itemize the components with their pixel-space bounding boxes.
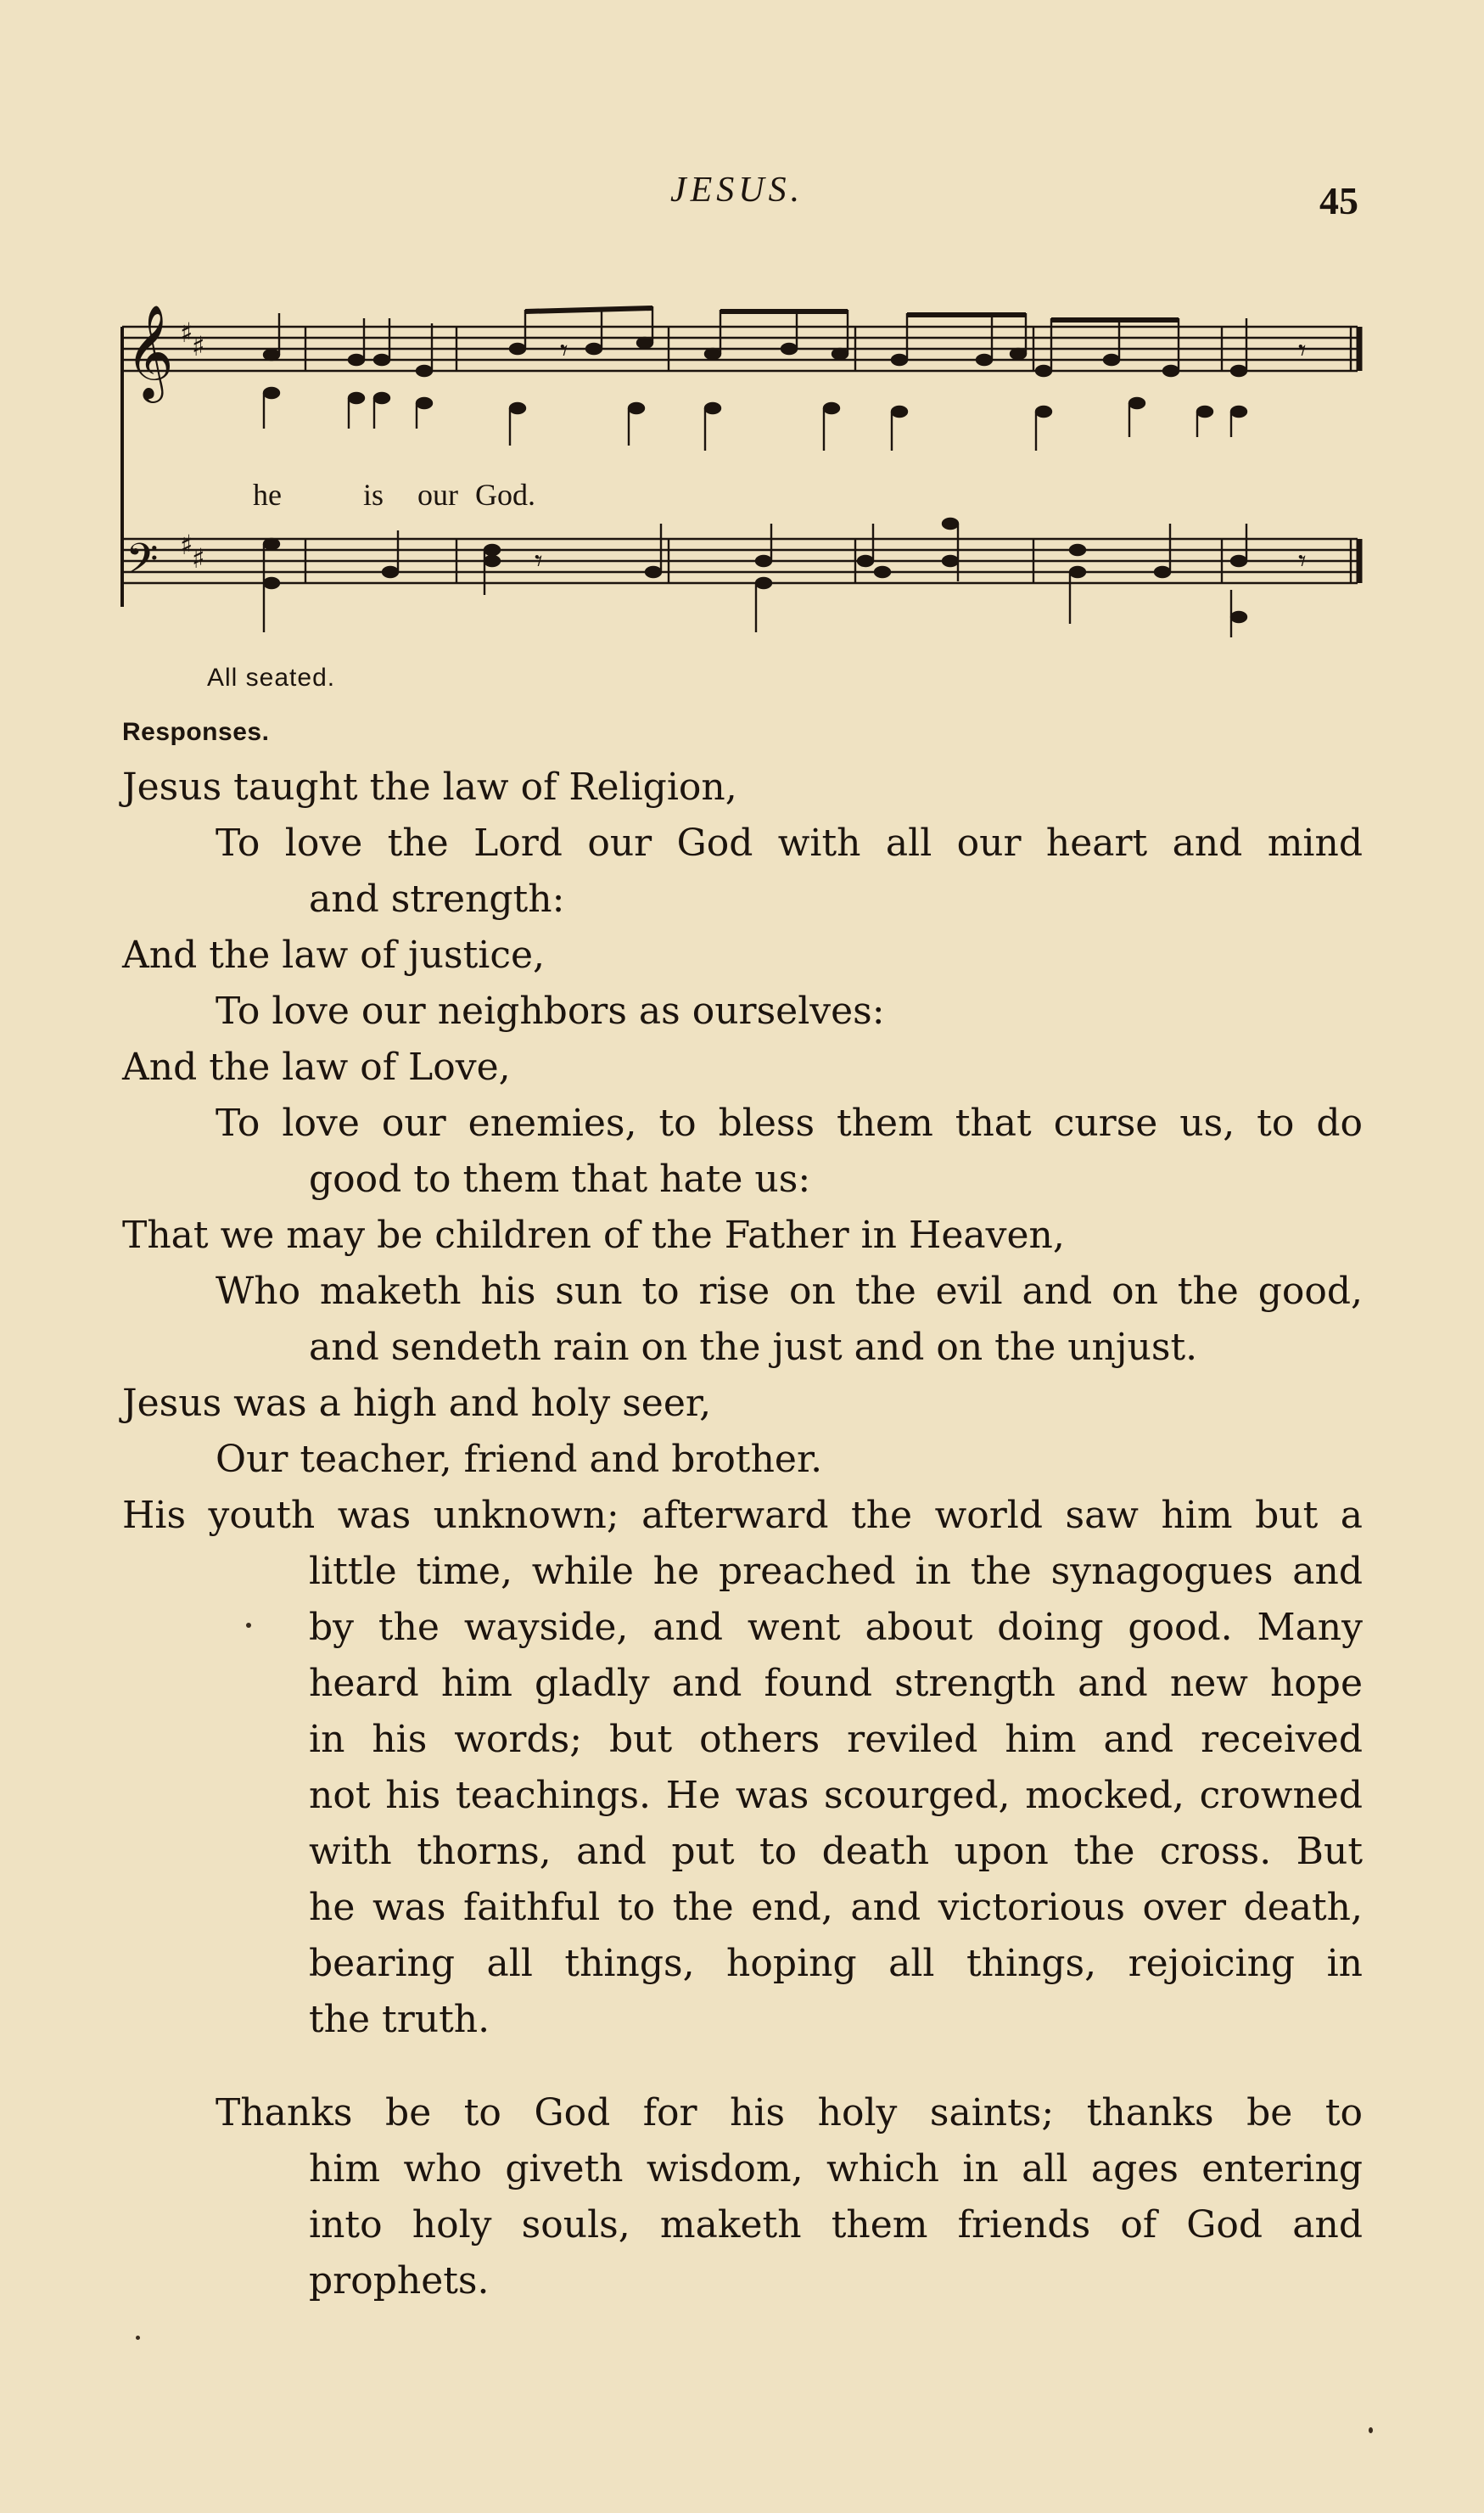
lyric-he: he [253,478,282,512]
page-number: 45 [1319,179,1358,222]
speck [246,1623,251,1628]
text-line-8: good to them that hate us: [309,1158,811,1201]
text-line-13: Our teacher, friend and brother. [216,1438,823,1481]
text-line-22: bearing all things, hoping all things, rejoicing in [309,1942,1363,1985]
lyric-is: is [363,478,384,512]
lyric-god: God. [475,478,535,512]
svg-text:𝄾: 𝄾 [560,334,568,368]
text-line-27: prophets. [309,2259,490,2303]
text-line-15: little time, while he preached in the synagogues and [309,1550,1363,1593]
lyric-our: our [417,478,458,512]
text-line-6: And the law of Love, [122,1046,511,1089]
final-barline [1351,327,1359,583]
direction-responses: Responses. [122,718,270,746]
text-line-7: To love our enemies, to bless them that curse us, to do [216,1102,1363,1145]
text-line-24: Thanks be to God for his holy saints; thanks be to [216,2091,1363,2134]
text-line-14: His youth was unknown; afterward the world saw him but a [122,1494,1363,1537]
svg-text:𝄾: 𝄾 [1298,334,1307,368]
treble-clef-icon: 𝄞 [126,304,174,399]
text-line-2: To love the Lord our God with all our heart and mind [216,822,1363,865]
key-signature-treble-2: ♯ [192,330,205,362]
svg-text:𝄾: 𝄾 [535,544,543,579]
text-line-9: That we may be children of the Father in Heaven, [122,1214,1065,1257]
svg-text:𝄾: 𝄾 [1298,544,1307,579]
text-line-18: in his words; but others reviled him and received [309,1718,1363,1761]
text-line-20: with thorns, and put to death upon the cross. But [309,1830,1363,1873]
text-line-5: To love our neighbors as ourselves: [216,990,885,1033]
treble-notes [264,306,1246,451]
text-line-17: heard him gladly and found strength and new hope [309,1662,1363,1705]
bass-clef-icon: 𝄢 [126,535,159,594]
text-line-10: Who maketh his sun to rise on the evil and on the good, [216,1270,1363,1313]
text-line-25: him who giveth wisdom, which in all ages entering [309,2147,1363,2190]
text-line-23: the truth. [309,1998,490,2041]
direction-all-seated: All seated. [207,664,336,692]
text-line-12: Jesus was a high and holy seer, [122,1382,712,1425]
speck [136,2336,140,2340]
treble-staff [122,327,1358,371]
bass-notes [264,519,1246,637]
key-signature-treble: ♯ [180,317,193,349]
treble-beams [525,308,1179,320]
text-line-1: Jesus taught the law of Religion, [122,766,737,809]
key-signature-bass-2: ♯ [192,542,205,575]
bar-lines [305,327,1222,583]
text-line-19: not his teachings. He was scourged, mocked, crowned [309,1774,1363,1817]
text-line-21: he was faithful to the end, and victorious over death, [309,1886,1363,1929]
bass-staff [122,539,1358,583]
text-line-3: and strength: [309,878,565,921]
text-line-16: by the wayside, and went about doing good. Many [309,1606,1363,1649]
text-line-26: into holy souls, maketh them friends of God and [309,2203,1363,2247]
text-line-4: And the law of justice, [122,934,546,977]
responsive-reading [122,760,1363,2309]
paragraph-gap [122,2048,1363,2085]
speck [1369,2427,1373,2433]
key-signature-bass: ♯ [180,529,193,561]
text-line-11: and sendeth rain on the just and on the unjust. [309,1326,1198,1369]
music-score [119,301,1375,649]
running-title: JESUS. [670,171,804,210]
